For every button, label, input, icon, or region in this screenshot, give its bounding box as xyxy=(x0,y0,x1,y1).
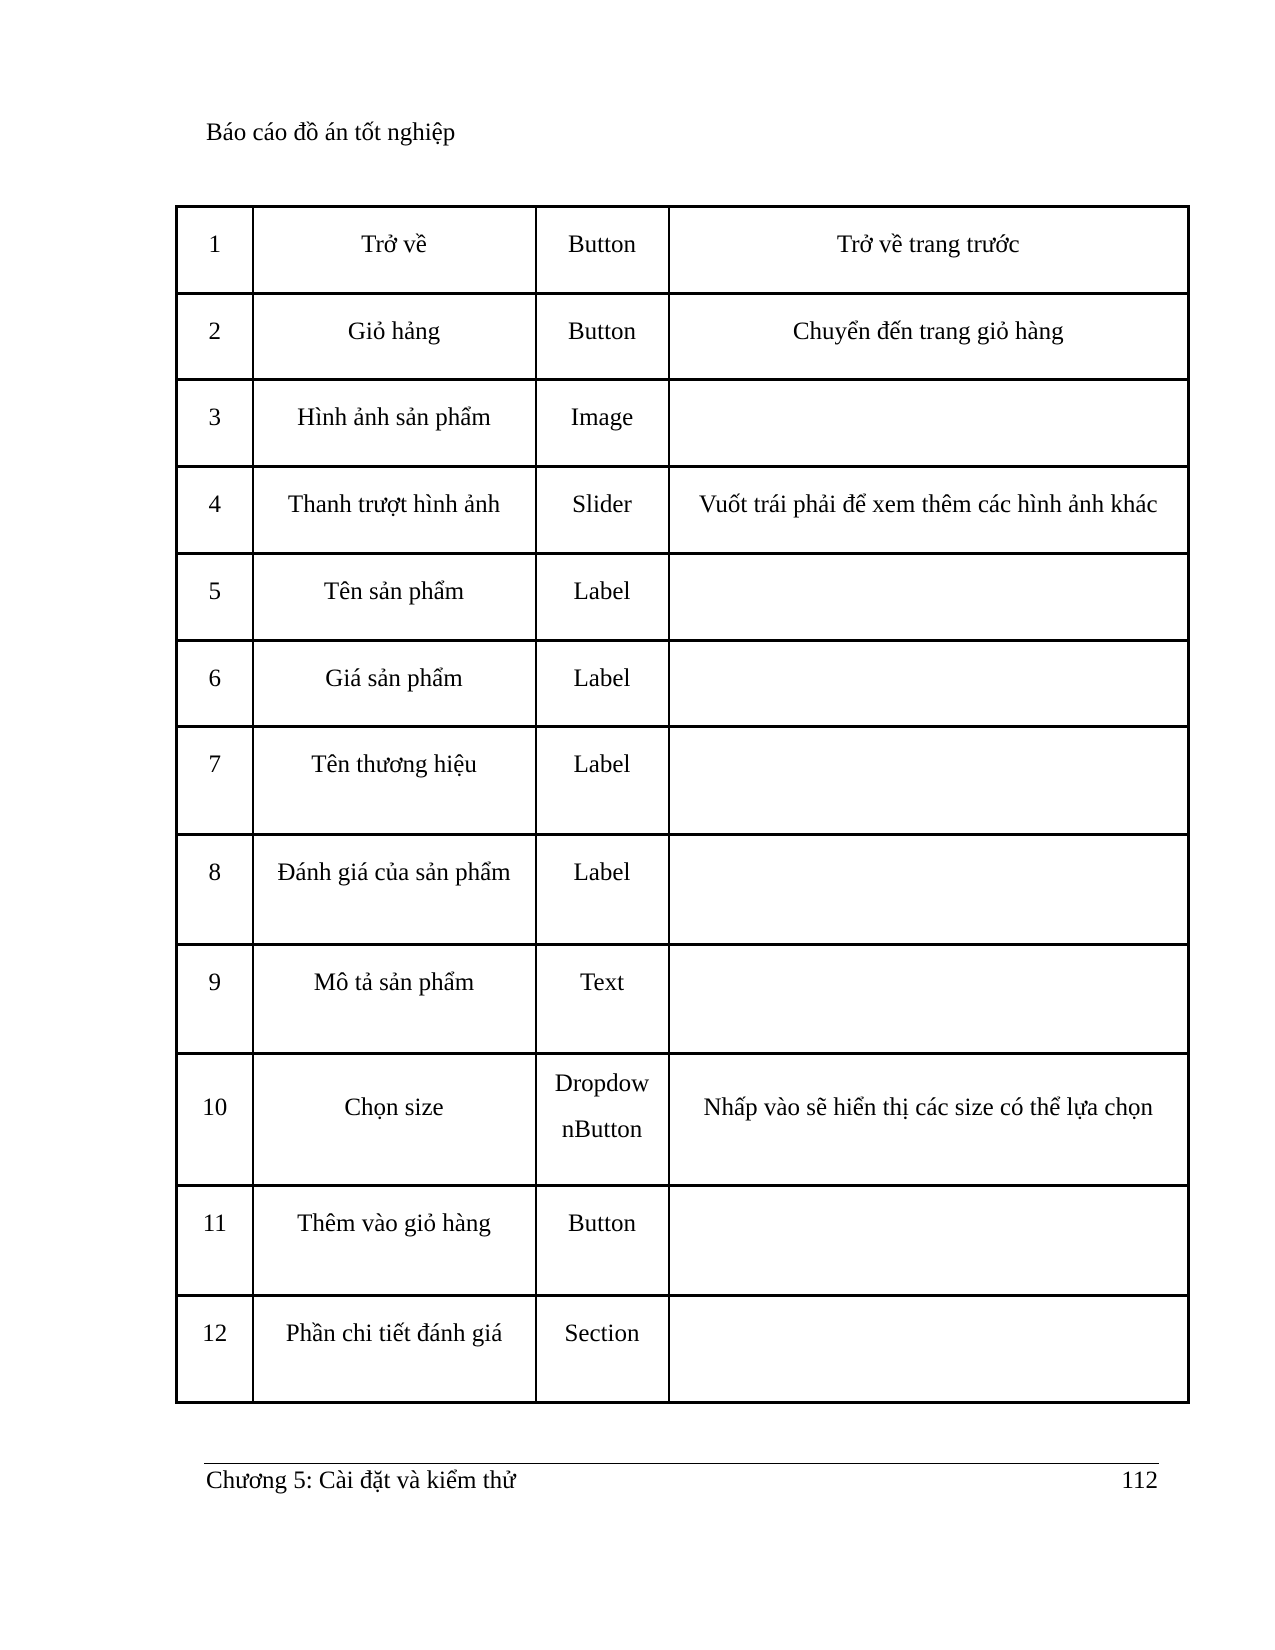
table-row xyxy=(177,1054,1189,1186)
cell-description: Vuốt trái phải để xem thêm các hình ảnh khác xyxy=(669,467,1189,554)
cell-number: 11 xyxy=(177,1186,253,1296)
cell-number: 8 xyxy=(177,835,253,945)
cell-component-name: Hình ảnh sản phẩm xyxy=(253,380,536,467)
cell-number: 12 xyxy=(177,1296,253,1403)
cell-number: 10 xyxy=(177,1054,253,1186)
cell-component-type: Button xyxy=(536,1186,669,1296)
cell-component-name: Giỏ hảng xyxy=(253,294,536,380)
cell-number: 5 xyxy=(177,554,253,641)
cell-number: 1 xyxy=(177,207,253,294)
table-row xyxy=(177,1296,1189,1403)
cell-description xyxy=(669,1186,1189,1296)
table-row xyxy=(177,207,1189,294)
cell-component-name: Đánh giá của sản phẩm xyxy=(253,835,536,945)
cell-number: 7 xyxy=(177,727,253,835)
cell-number: 4 xyxy=(177,467,253,554)
cell-description xyxy=(669,641,1189,727)
cell-description: Nhấp vào sẽ hiển thị các size có thể lựa chọn xyxy=(669,1054,1189,1186)
cell-component-type: Label xyxy=(536,727,669,835)
cell-component-type: Slider xyxy=(536,467,669,554)
cell-component-type: Label xyxy=(536,835,669,945)
cell-component-type: Label xyxy=(536,641,669,727)
cell-description: Trở về trang trước xyxy=(669,207,1189,294)
cell-description xyxy=(669,1296,1189,1403)
ui-component-table xyxy=(175,205,1190,1404)
cell-component-type: Label xyxy=(536,554,669,641)
cell-component-name: Tên sản phẩm xyxy=(253,554,536,641)
cell-component-name: Thanh trượt hình ảnh xyxy=(253,467,536,554)
cell-component-type: Text xyxy=(536,945,669,1054)
cell-component-name: Mô tả sản phẩm xyxy=(253,945,536,1054)
cell-component-name: Giá sản phẩm xyxy=(253,641,536,727)
cell-description xyxy=(669,554,1189,641)
table-row xyxy=(177,467,1189,554)
table-row xyxy=(177,554,1189,641)
cell-component-type: Button xyxy=(536,207,669,294)
table-row xyxy=(177,1186,1189,1296)
table-row xyxy=(177,727,1189,835)
cell-description xyxy=(669,727,1189,835)
cell-component-type: Button xyxy=(536,294,669,380)
cell-component-type: Dropdow nButton xyxy=(536,1054,669,1186)
table-row xyxy=(177,641,1189,727)
cell-number: 2 xyxy=(177,294,253,380)
page-header-title: Báo cáo đồ án tốt nghiệp xyxy=(206,119,456,146)
footer-page-number: 112 xyxy=(1121,1467,1158,1494)
cell-number: 6 xyxy=(177,641,253,727)
cell-description: Chuyển đến trang giỏ hàng xyxy=(669,294,1189,380)
cell-description xyxy=(669,835,1189,945)
cell-component-type: Image xyxy=(536,380,669,467)
cell-component-type: Section xyxy=(536,1296,669,1403)
footer-chapter-title: Chương 5: Cài đặt và kiểm thử xyxy=(206,1467,516,1494)
cell-component-name: Chọn size xyxy=(253,1054,536,1186)
cell-component-name: Tên thương hiệu xyxy=(253,727,536,835)
table-row xyxy=(177,294,1189,380)
cell-description xyxy=(669,945,1189,1054)
cell-component-name: Thêm vào giỏ hàng xyxy=(253,1186,536,1296)
cell-component-name: Phần chi tiết đánh giá xyxy=(253,1296,536,1403)
footer-divider xyxy=(204,1463,1159,1464)
cell-component-name: Trở về xyxy=(253,207,536,294)
cell-number: 9 xyxy=(177,945,253,1054)
cell-number: 3 xyxy=(177,380,253,467)
table-row xyxy=(177,835,1189,945)
cell-description xyxy=(669,380,1189,467)
table-row xyxy=(177,945,1189,1054)
table-row xyxy=(177,380,1189,467)
